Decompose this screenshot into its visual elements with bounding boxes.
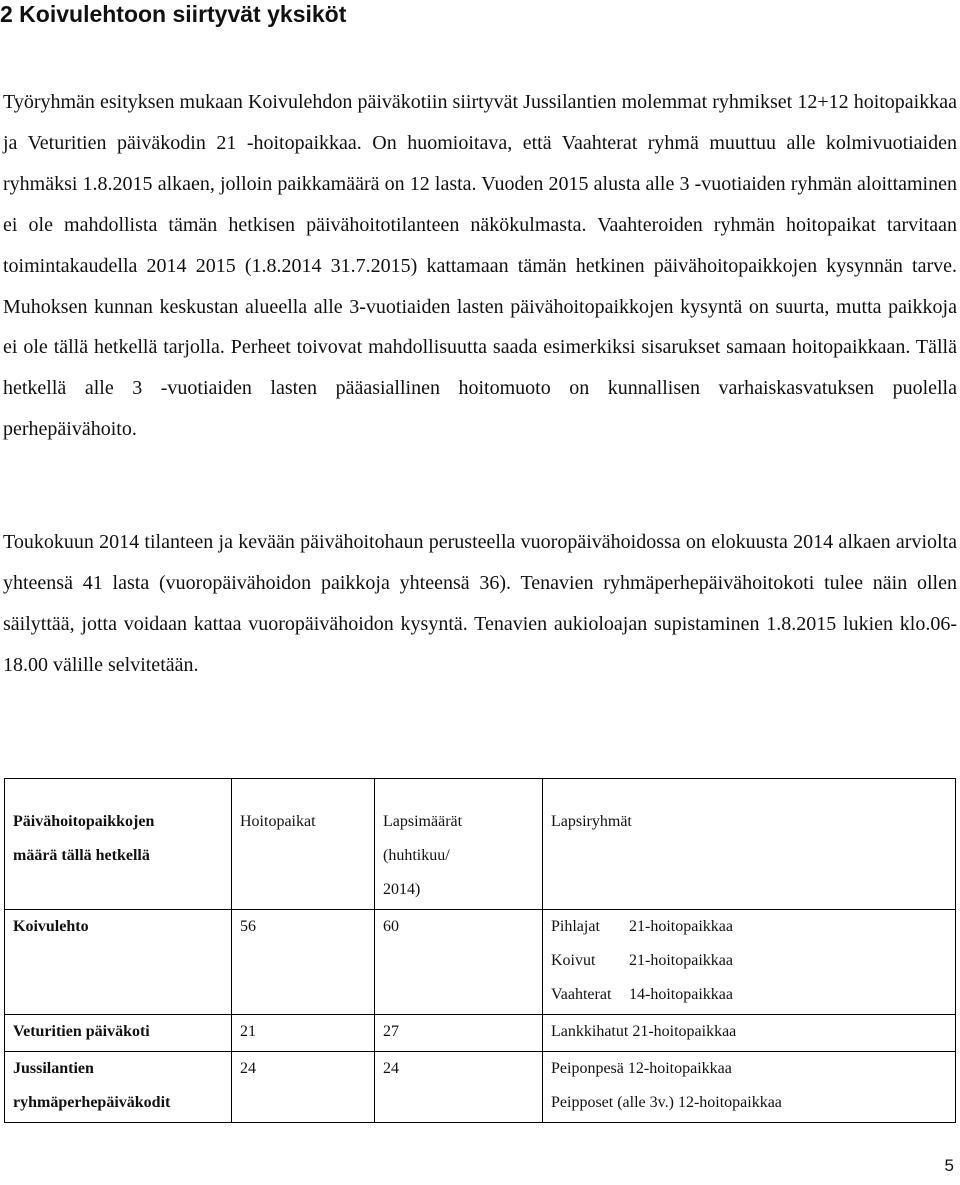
- group-name: Koivut: [551, 952, 596, 969]
- header-children-line-3: 2014): [383, 881, 421, 898]
- page-number: 5: [944, 1156, 954, 1175]
- unit-cell: [5, 1052, 232, 1123]
- daycare-places-table: [4, 778, 956, 1123]
- unit-name: Veturitien päiväkoti: [13, 1023, 150, 1040]
- group-entry: [551, 1015, 949, 1049]
- section-heading: 2 Koivulehtoon siirtyvät yksiköt: [0, 1, 347, 27]
- unit-name-line-2: ryhmäperhepäiväkodit: [13, 1094, 171, 1111]
- group-entry: [551, 1052, 949, 1086]
- unit-name: Koivulehto: [13, 918, 89, 935]
- header-cell-children: [375, 779, 543, 910]
- paragraph-2: Toukokuun 2014 tilanteen ja kevään päivähoitohaun perusteella vuoropäivähoidossa on elokuusta 2014 alkaen arviolta yhteensä 41 lasta (vuoropäivähoidon paikkoja yhteensä 36). Tenavien ryhmäperhepäivähoitokoti tulee näin ollen säilyttää, jotta voidaan kattaa vuoropäivähoidon kysyntä. Tenavien aukioloajan supistaminen 1.8.2015 lukien klo.06-18.00 välille selvitetään.: [3, 531, 957, 676]
- group-places: 21-hoitopaikkaa: [629, 918, 733, 935]
- group-entry: [551, 978, 949, 1012]
- children-cell: [375, 1052, 543, 1123]
- group-entry: [551, 910, 949, 944]
- group-places: 21-hoitopaikkaa: [629, 952, 733, 969]
- header-unit-line-1: Päivähoitopaikkojen: [13, 813, 155, 830]
- table-row: [5, 910, 956, 1015]
- children-cell: [375, 910, 543, 1015]
- unit-cell: [5, 1015, 232, 1052]
- places-value: 56: [240, 918, 256, 935]
- group-name: Peiponpesä: [551, 1060, 624, 1077]
- group-entry: [551, 944, 949, 978]
- table-row: [5, 1015, 956, 1052]
- group-name: Peipposet (alle 3v.): [551, 1094, 674, 1111]
- header-cell-unit: [5, 779, 232, 910]
- places-value: 21: [240, 1023, 256, 1040]
- group-name: Pihlajat: [551, 918, 600, 935]
- header-unit-line-2: määrä tällä hetkellä: [13, 847, 150, 864]
- group-places: 12-hoitopaikkaa: [677, 1094, 782, 1111]
- group-places: 12-hoitopaikkaa: [627, 1060, 732, 1077]
- header-children-line-2: (huhtikuu/: [383, 847, 450, 864]
- header-cell-groups: [543, 779, 956, 910]
- paragraph-1: Työryhmän esityksen mukaan Koivulehdon päiväkotiin siirtyvät Jussilantien molemmat ryhmikset 12+12 hoitopaikkaa ja Veturitien päiväkodin 21 -hoitopaikkaa. On huomioitava, että Vaahterat ryhmä muuttuu alle kolmivuotiaiden ryhmäksi 1.8.2015 alkaen, jolloin paikkamäärä on 12 lasta. Vuoden 2015 alusta alle 3 -vuotiaiden ryhmän aloittaminen ei ole mahdollista tämän hetkisen päivähoitotilanteen näkökulmasta. Vaahteroiden ryhmän hoitopaikat tarvitaan toimintakaudella 2014 2015 (1.8.2014 31.7.2015) kattamaan tämän hetkinen päivähoitopaikkojen kysynnän tarve. Muhoksen kunnan keskustan alueella alle 3-vuotiaiden lasten päivähoitopaikkojen kysyntä on suurta, mutta paikkoja ei ole tällä hetkellä tarjolla. Perheet toivovat mahdollisuutta saada esimerkiksi sisarukset samaan hoitopaikkaan. Tällä hetkellä alle 3 -vuotiaiden lasten pääasiallinen hoitomuoto on kunnallisen varhaiskasvatuksen puolella perhepäivähoito.: [3, 91, 957, 441]
- children-value: 27: [383, 1023, 399, 1040]
- places-cell: [232, 910, 375, 1015]
- unit-cell: [5, 910, 232, 1015]
- unit-name-line-1: Jussilantien: [13, 1060, 94, 1077]
- groups-cell: [543, 910, 956, 1015]
- header-cell-places: [232, 779, 375, 910]
- places-cell: [232, 1052, 375, 1123]
- group-places: 14-hoitopaikkaa: [629, 986, 733, 1003]
- groups-cell: [543, 1015, 956, 1052]
- header-places-label: Hoitopaikat: [240, 813, 316, 830]
- places-cell: [232, 1015, 375, 1052]
- group-entry: [551, 1086, 949, 1120]
- children-value: 60: [383, 918, 399, 935]
- table-row: [5, 1052, 956, 1123]
- group-name: Lankkihatut: [551, 1023, 629, 1040]
- groups-cell: [543, 1052, 956, 1123]
- children-cell: [375, 1015, 543, 1052]
- header-children-line-1: Lapsimäärät: [383, 813, 463, 830]
- places-value: 24: [240, 1060, 256, 1077]
- group-places: 21-hoitopaikkaa: [632, 1023, 737, 1040]
- children-value: 24: [383, 1060, 399, 1077]
- table-header-row: [5, 779, 956, 910]
- group-name: Vaahterat: [551, 986, 612, 1003]
- header-groups-label: Lapsiryhmät: [551, 813, 632, 830]
